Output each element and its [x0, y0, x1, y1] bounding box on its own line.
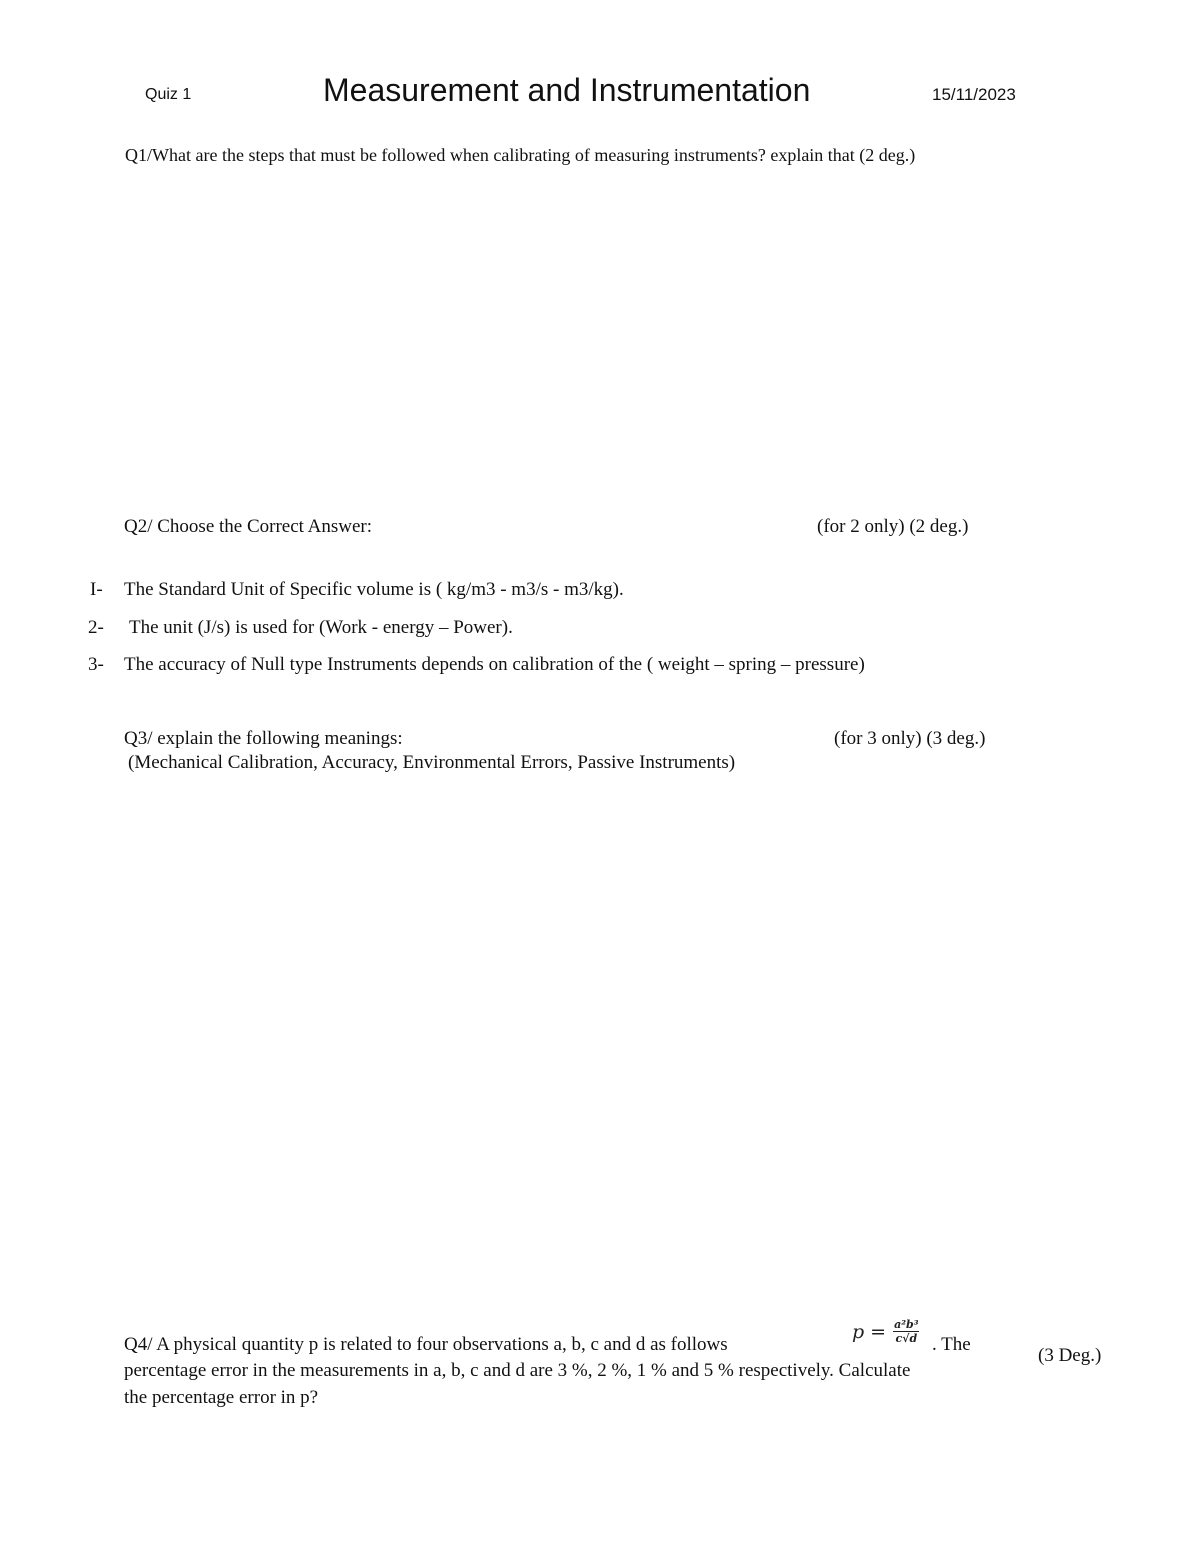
question-3-terms: (Mechanical Calibration, Accuracy, Environmental Errors, Passive Instruments)	[128, 752, 736, 773]
question-4-line-3: the percentage error in p?	[124, 1387, 319, 1408]
formula-equals: =	[870, 1320, 887, 1343]
quiz-label: Quiz 1	[145, 86, 192, 103]
option-number: I-	[90, 579, 103, 600]
question-4-line-2: percentage error in the measurements in a, b, c and d are 3 %, 2 %, 1 % and 5 % respectively. Calculate	[124, 1360, 911, 1381]
formula-denominator: c√d	[895, 1332, 918, 1345]
formula-numerator: a²b³	[894, 1318, 919, 1331]
option-text: The accuracy of Null type Instruments depends on calibration of the ( weight – spring – pressure)	[124, 654, 865, 675]
formula-lhs: p	[852, 1320, 865, 1343]
question-4-score: (3 Deg.)	[1038, 1345, 1102, 1366]
question-2-score: (for 2 only) (2 deg.)	[817, 516, 969, 537]
question-4-line-1: Q4/ A physical quantity p is related to four observations a, b, c and d as follows	[124, 1334, 728, 1355]
option-text: The Standard Unit of Specific volume is ( kg/m3 - m3/s - m3/kg).	[124, 579, 624, 600]
question-2: Q2/ Choose the Correct Answer:	[124, 516, 373, 537]
question-3: Q3/ explain the following meanings:	[124, 728, 403, 749]
option-number: 2-	[88, 617, 104, 638]
option-text: The unit (J/s) is used for (Work - energy – Power).	[129, 617, 513, 638]
formula-fraction	[892, 1318, 920, 1345]
question-4-after-formula: . The	[932, 1334, 971, 1355]
page-title: Measurement and Instrumentation	[323, 72, 811, 108]
formula	[852, 1318, 921, 1345]
question-3-score: (for 3 only) (3 deg.)	[834, 728, 986, 749]
option-number: 3-	[88, 654, 104, 675]
quiz-date: 15/11/2023	[932, 85, 1016, 104]
question-1: Q1/What are the steps that must be followed when calibrating of measuring instruments? explain that (2 deg.)	[125, 145, 916, 165]
